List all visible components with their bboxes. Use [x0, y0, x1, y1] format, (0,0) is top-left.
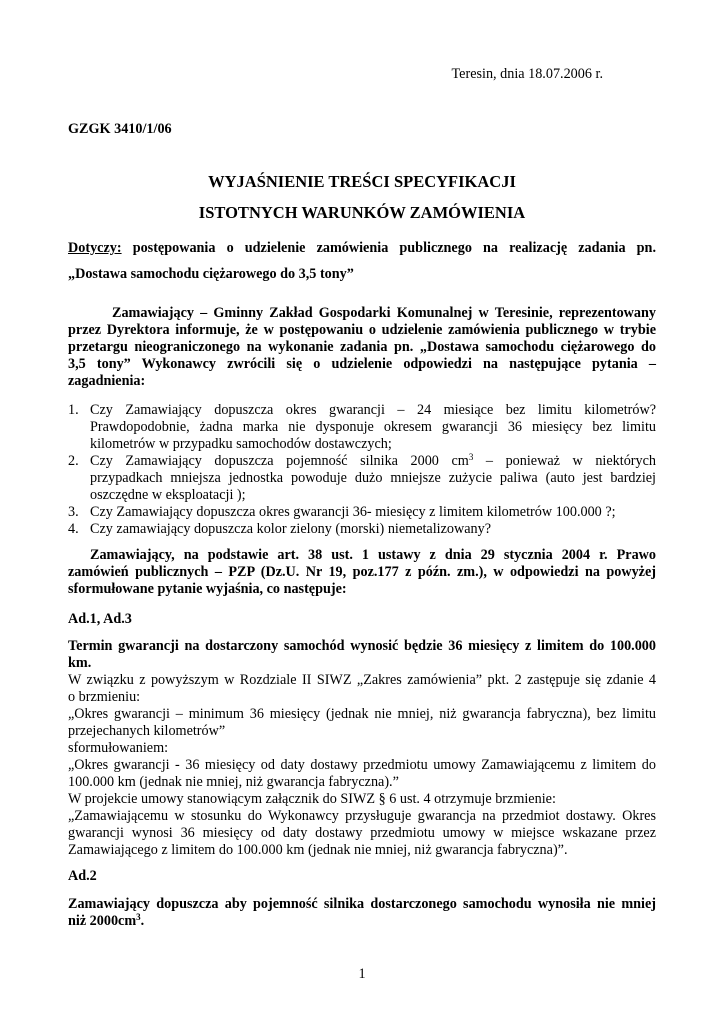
question-text: kilometrów w przypadku samochodów dostawczych; — [90, 436, 392, 452]
section-heading-ad13: Ad.1, Ad.3 — [68, 611, 132, 627]
question-number: 4. — [68, 521, 79, 537]
ad2-answer-line-2: niż $2000cm^3$. — [68, 912, 145, 929]
ad13-text: „Okres gwarancji - 36 miesięcy od daty dostawy przedmiotu umowy Zamawiającemu z limitem do — [68, 757, 656, 773]
subject-line-2: „Dostawa samochodu ciężarowego do 3,5 tony” — [68, 266, 354, 282]
ad13-text: Zamawiającego z limitem do 100.000 km (jednak nie mniej, niż gwarancja fabryczna)”. — [68, 842, 568, 858]
title-line-1: WYJAŚNIENIE TREŚCI SPECYFIKACJI — [208, 172, 516, 191]
question-text: Czy Zamawiający dopuszcza okres gwarancji – 24 miesiące bez limitu kilometrów? — [90, 402, 656, 418]
reference-number: GZGK 3410/1/06 — [68, 121, 172, 137]
intro-line-3: przetargu nieograniczonego na wykonanie zadania pn. „Dostawa samochodu ciężarowego do — [68, 339, 656, 355]
intro-line-4: 3,5 tony” Wykonawcy zwrócili się o udzielenie odpowiedzi na następujące pytania – — [68, 356, 656, 372]
ad13-text: gwarancji wynosi 36 miesięcy od daty dostawy przedmiotu umowy w miejsce wskazane przez — [68, 825, 656, 841]
legal-basis-line-2: zamówień publicznych – PZP (Dz.U. Nr 19, poz.177 z późn. zm.), w odpowiedzi na powyżej — [68, 564, 656, 580]
question-item — [68, 402, 656, 453]
ad13-answer-line-2: km. — [68, 655, 92, 671]
document-title — [68, 172, 656, 223]
ad13-text: o brzmieniu: — [68, 689, 141, 705]
question-text: Czy zamawiający dopuszcza kolor zielony (morski) niemetalizowany? — [90, 521, 492, 537]
subject-text: postępowania o udzielenie zamówienia publicznego na realizację zadania pn. — [132, 240, 656, 256]
question-item — [68, 453, 656, 504]
legal-basis-line-3: sformułowane pytanie wyjaśnia, co następuje: — [68, 581, 347, 597]
intro-line-5: zagadnienia: — [68, 373, 146, 389]
questions-list — [68, 402, 656, 538]
ad13-body — [68, 672, 656, 859]
ad13-text: sformułowaniem: — [68, 740, 169, 756]
ad13-text: „Zamawiającemu w stosunku do Wykonawcy przysługuje gwarancja na przedmiot dostawy. Okres — [68, 808, 656, 824]
page-number: 1 — [358, 966, 366, 982]
subject-label: Dotyczy: — [68, 240, 122, 256]
ad13-text: W projekcie umowy stanowiącym załącznik do SIWZ § 6 ust. 4 otrzymuje brzmienie: — [68, 791, 556, 807]
ad13-text: „Okres gwarancji – minimum 36 miesięcy (jednak nie mniej, niż gwarancja fabryczna), bez limitu — [68, 706, 656, 722]
ad13-text: 100.000 km (jednak nie mniej, niż gwarancja fabryczna).” — [68, 774, 399, 790]
question-number: 3. — [68, 504, 79, 520]
ad13-answer-line-1: Termin gwarancji na dostarczony samochód wynosić będzie 36 miesięcy z limitem do 100.000 — [68, 638, 656, 654]
ad13-text: W związku z powyższym w Rozdziale II SIWZ „Zakres zamówienia” pkt. 2 zastępuje się zdanie 4 — [68, 672, 656, 688]
ad13-text: przejechanych kilometrów” — [68, 723, 226, 739]
title-line-2: ISTOTNYCH WARUNKÓW ZAMÓWIENIA — [198, 203, 526, 222]
question-number: 1. — [68, 402, 79, 418]
question-text: Czy Zamawiający dopuszcza okres gwarancji 36- miesięcy z limitem kilometrów 100.000 ?; — [90, 504, 616, 520]
question-text: Czy Zamawiający dopuszcza pojemność silnika 2000 $cm^3$ – ponieważ w niektórych — [90, 452, 657, 469]
question-number: 2. — [68, 453, 79, 469]
ad2-answer — [68, 896, 656, 930]
ad13-answer — [68, 638, 656, 672]
question-item — [68, 504, 656, 521]
subject-block — [68, 240, 656, 283]
place-date: Teresin, dnia 18.07.2006 r. — [451, 66, 603, 82]
subject-line-1 — [68, 240, 656, 257]
intro-paragraph — [68, 305, 656, 390]
question-text: Prawdopodobnie, żadna marka nie dysponuje okresem gwarancji 36 miesięcy bez limitu — [90, 419, 656, 435]
ad2-answer-line-1: Zamawiający dopuszcza aby pojemność silnika dostarczonego samochodu wynosiła nie mniej — [68, 896, 656, 912]
question-text: przypadkach mniejsza jednostka powoduje dużo mniejsze zużycie paliwa (auto jest bardziej — [90, 470, 656, 486]
superscript: 3 — [468, 452, 474, 462]
intro-line-1: Zamawiający – Gminny Zakład Gospodarki Komunalnej w Teresinie, reprezentowany — [112, 305, 656, 321]
section-heading-ad2: Ad.2 — [68, 868, 97, 884]
intro-line-2: przez Dyrektora informuje, że w postępowaniu o udzielenie zamówienia publicznego w trybie — [68, 322, 656, 338]
question-text: oszczędne w eksploatacji ); — [90, 487, 246, 503]
legal-basis-line-1: Zamawiający, na podstawie art. 38 ust. 1 ustawy z dnia 29 stycznia 2004 r. Prawo — [90, 547, 656, 563]
superscript: 3 — [136, 912, 141, 922]
legal-basis-paragraph — [68, 547, 656, 598]
question-item — [68, 521, 656, 538]
